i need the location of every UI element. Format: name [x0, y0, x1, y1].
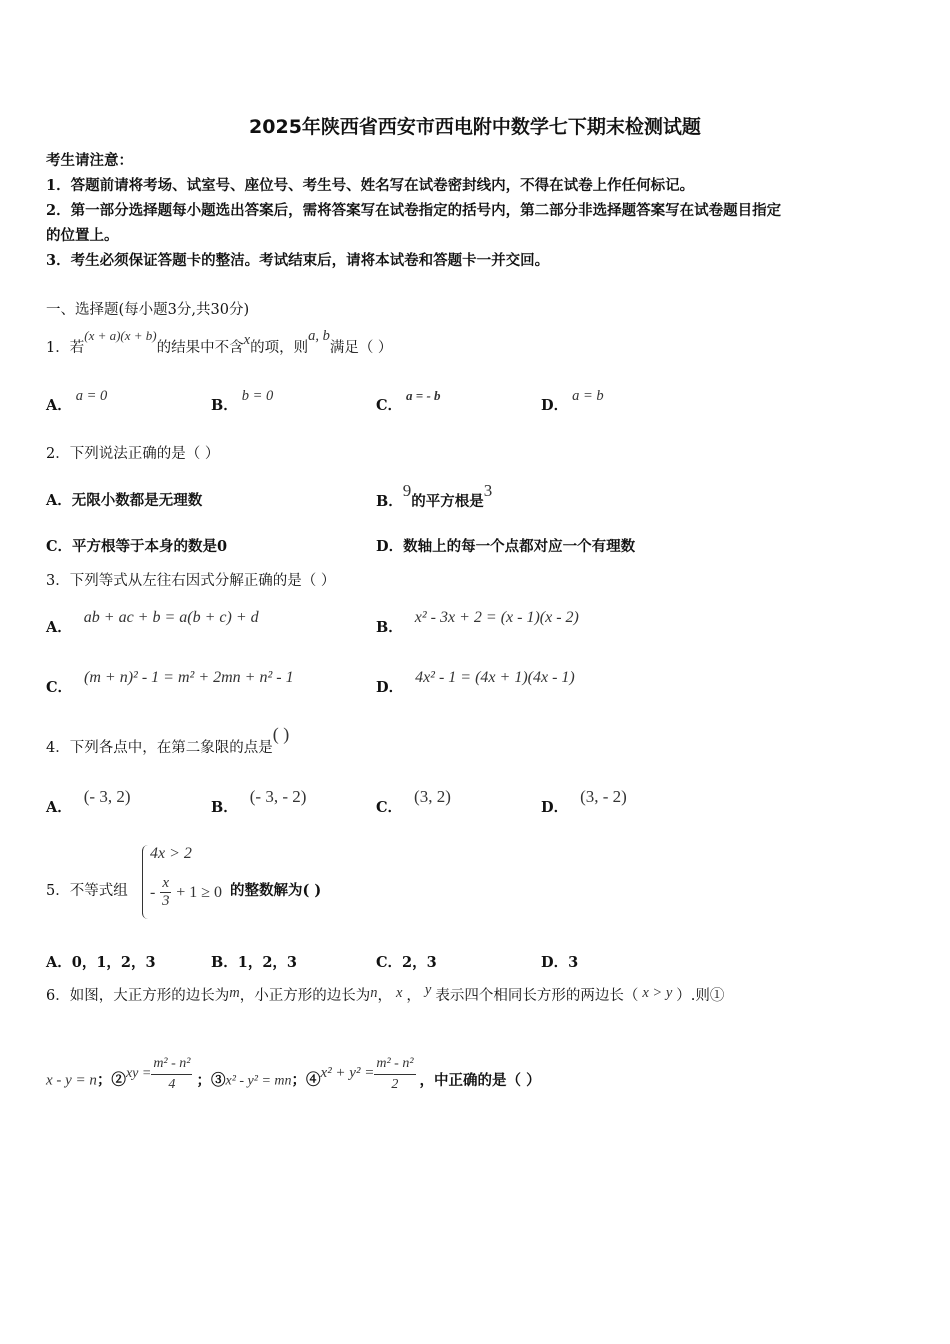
- question-6-line-1: 6．如图，大正方形的边长为m，小正方形的边长为n， x ， y 表示四个相同长方形的两边长（ x > y ）.则①: [46, 982, 725, 1004]
- question-3: 3．下列等式从左往右因式分解正确的是（ ）: [46, 573, 336, 589]
- q2-option-c: C．平方根等于本身的数是0: [46, 538, 228, 555]
- q1-option-b: B．b = 0: [211, 388, 274, 414]
- q3-option-d-math: 4x² - 1 = (4x + 1)(4x - 1): [415, 669, 575, 686]
- q1-text-1: 的结果中不含: [156, 340, 244, 356]
- q4-option-c-math: (3, 2): [414, 787, 451, 806]
- q2-b-three: 3: [483, 481, 493, 500]
- q4-option-b-math: (- 3, - 2): [249, 787, 307, 806]
- notice-item-2-cont: 的位置上。: [46, 227, 119, 244]
- inequality-2: - $\frac{x}{3}$ + 1 ≥ 0: [150, 875, 222, 909]
- q3-option-a: A．ab + ac + b = a(b + c) + d: [46, 609, 259, 636]
- q5-option-d: D．3: [541, 954, 579, 971]
- q2-b-nine: 9: [402, 481, 412, 500]
- question-5-tail: 的整数解为( ): [230, 882, 322, 899]
- q6-statement-3: x² - y² = mn: [225, 1073, 292, 1089]
- q6-statement-2-frac: $\frac{\text{m² - n²}}{4}$: [153, 1056, 191, 1092]
- q5-option-c: C．2，3: [376, 954, 437, 971]
- notice-item-3: 3．考生必须保证答题卡的整洁。考试结束后，请将本试卷和答题卡一并交回。: [46, 252, 550, 269]
- q1-x: x: [243, 332, 251, 348]
- q2-option-a: A．无限小数都是无理数: [46, 492, 203, 509]
- q5-option-a: A．0，1，2，3: [46, 954, 156, 971]
- inequality-1: 4x > 2: [150, 845, 192, 862]
- q3-option-c: C．(m + n)² - 1 = m² + 2mn + n² - 1: [46, 669, 294, 696]
- q4-option-a-math: (- 3, 2): [83, 787, 131, 806]
- q3-option-b-math: x² - 3x + 2 = (x - 1)(x - 2): [414, 609, 579, 626]
- q4-option-b: B．(- 3, - 2): [211, 787, 307, 816]
- question-5-stem: 5．不等式组: [46, 883, 128, 899]
- section-heading: 一、选择题(每小题3分,共30分): [46, 302, 250, 318]
- page-title: 2025年陕西省西安市西电附中数学七下期末检测试题: [249, 116, 701, 138]
- q4-option-c: C．(3, 2): [376, 787, 451, 816]
- notice-heading: 考生请注意：: [46, 152, 133, 169]
- q4-option-d: D．(3, - 2): [541, 787, 627, 816]
- q1-option-c-math: a = - b: [406, 388, 441, 403]
- q1-text-3: 满足（ ）: [329, 340, 393, 356]
- q6-statement-4-lhs: x² + y² =: [320, 1064, 375, 1081]
- q6-statement-2-lhs: xy =: [125, 1065, 152, 1081]
- question-6-line-2: x - y = n；②xy = $\frac{\text{m² - n²}}{4}$ ；③x² - y² = mn；④x² + y² = $\frac{\text{m² - n²}}{2}$ ，中正确的是（ ）: [46, 1060, 541, 1104]
- question-4: 4．下列各点中，在第二象限的点是( ): [46, 724, 290, 756]
- q6-x: x: [395, 985, 403, 1001]
- q1-option-b-math: b = 0: [241, 388, 274, 404]
- q6-n: n: [370, 985, 378, 1001]
- question-1: [46, 328, 393, 358]
- notice-item-1: 1．答题前请将考场、试室号、座位号、考生号、姓名写在试卷密封线内，不得在试卷上作任何标记。: [46, 177, 695, 194]
- q1-option-d: D．a = b: [541, 388, 604, 414]
- q1-option-d-math: a = b: [572, 388, 604, 404]
- q6-y: y: [424, 982, 432, 998]
- question-2: 2．下列说法正确的是（ ）: [46, 446, 220, 462]
- q3-option-c-math: (m + n)² - 1 = m² + 2mn + n² - 1: [84, 669, 294, 686]
- q2-option-d: D．数轴上的每一个点都对应一个有理数: [376, 538, 636, 555]
- q1-option-a-math: a = 0: [75, 388, 108, 404]
- q4-option-d-math: (3, - 2): [580, 787, 627, 806]
- inequality-system: [142, 843, 232, 921]
- notice-item-2: 2．第一部分选择题每小题选出答案后，需将答案写在试卷指定的括号内，第二部分非选择题答案写在试卷题目指定: [46, 202, 782, 219]
- q1-expression: (x + a)(x + b): [84, 328, 157, 343]
- q2-option-b: B．9的平方根是3: [376, 481, 493, 510]
- q6-statement-4-frac: $\frac{\text{m² - n²}}{2}$: [376, 1056, 414, 1092]
- q6-m: m: [229, 985, 240, 1001]
- q1-number: 1．若: [46, 340, 85, 356]
- q3-option-a-math: ab + ac + b = a(b + c) + d: [83, 609, 259, 626]
- q4-paren: ( ): [272, 724, 290, 744]
- q3-option-b: B．x² - 3x + 2 = (x - 1)(x - 2): [376, 609, 579, 636]
- q1-option-c: C．a = - b: [376, 388, 441, 414]
- q1-option-a: A．a = 0: [46, 388, 108, 414]
- q1-text-2: 的项，则: [250, 340, 309, 356]
- q3-option-d: D．4x² - 1 = (4x + 1)(4x - 1): [376, 669, 575, 696]
- q4-option-a: A．(- 3, 2): [46, 787, 131, 816]
- q5-option-b: B．1，2，3: [211, 954, 298, 971]
- q6-condition: x > y: [642, 985, 673, 1001]
- q1-ab: a, b: [308, 328, 330, 344]
- q6-statement-1: x - y = n: [46, 1072, 97, 1089]
- system-brace: [142, 845, 149, 919]
